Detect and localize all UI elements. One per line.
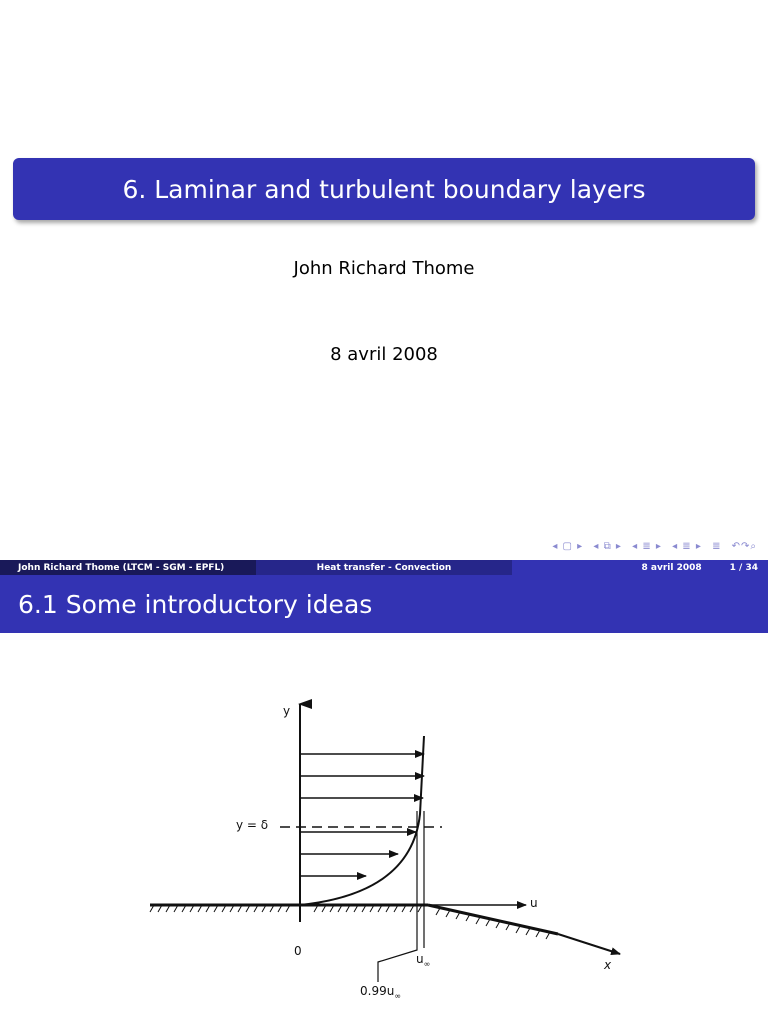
- x-axis: [558, 934, 620, 954]
- u-axis-label: u: [530, 896, 538, 910]
- boundary-layer-figure: [128, 686, 640, 1006]
- y-axis-label: y: [283, 704, 291, 718]
- slide-title: 6. Laminar and turbulent boundary layers: [122, 174, 646, 204]
- footer-bar: [0, 560, 768, 575]
- nav-search-icon[interactable]: ↶↷⌕: [731, 541, 757, 552]
- velocity-profile-curve: [300, 736, 424, 905]
- footer-author: John Richard Thome (LTCM - SGM - EPFL): [0, 560, 256, 575]
- delta-label: y = δ: [236, 818, 269, 832]
- frame-title: 6.1 Some introductory ideas: [0, 575, 768, 633]
- author-name: John Richard Thome: [293, 258, 475, 279]
- u99-leader: [378, 904, 417, 982]
- footer-page-number: 1 / 34: [729, 562, 758, 573]
- nav-appendix-icon[interactable]: ≣: [712, 541, 722, 552]
- u-inf-label: $u_\infty$: [416, 952, 431, 969]
- u99-label: $0.99u_\infty$: [360, 984, 401, 1001]
- beamer-navigation[interactable]: [549, 541, 760, 552]
- footer-date: 8 avril 2008: [641, 562, 702, 573]
- slide-title-box: [13, 158, 755, 220]
- wall-hatching: [150, 905, 550, 939]
- nav-document-icon[interactable]: ◂ ≣ ▸: [672, 541, 702, 552]
- presentation-date: 8 avril 2008: [330, 344, 438, 365]
- boundary-layer-diagram: [128, 686, 640, 1006]
- x-axis-label: x: [604, 958, 612, 972]
- nav-frame-icon[interactable]: ◂ ▢ ▸: [552, 541, 584, 552]
- footer-title: Heat transfer - Convection: [256, 560, 512, 575]
- origin-label: 0: [294, 944, 302, 958]
- wall-surface: [150, 905, 558, 934]
- footer-right: [512, 560, 768, 575]
- nav-section-icon[interactable]: ◂ ≣ ▸: [632, 541, 662, 552]
- nav-subsection-icon[interactable]: ◂ ⧉ ▸: [593, 541, 622, 552]
